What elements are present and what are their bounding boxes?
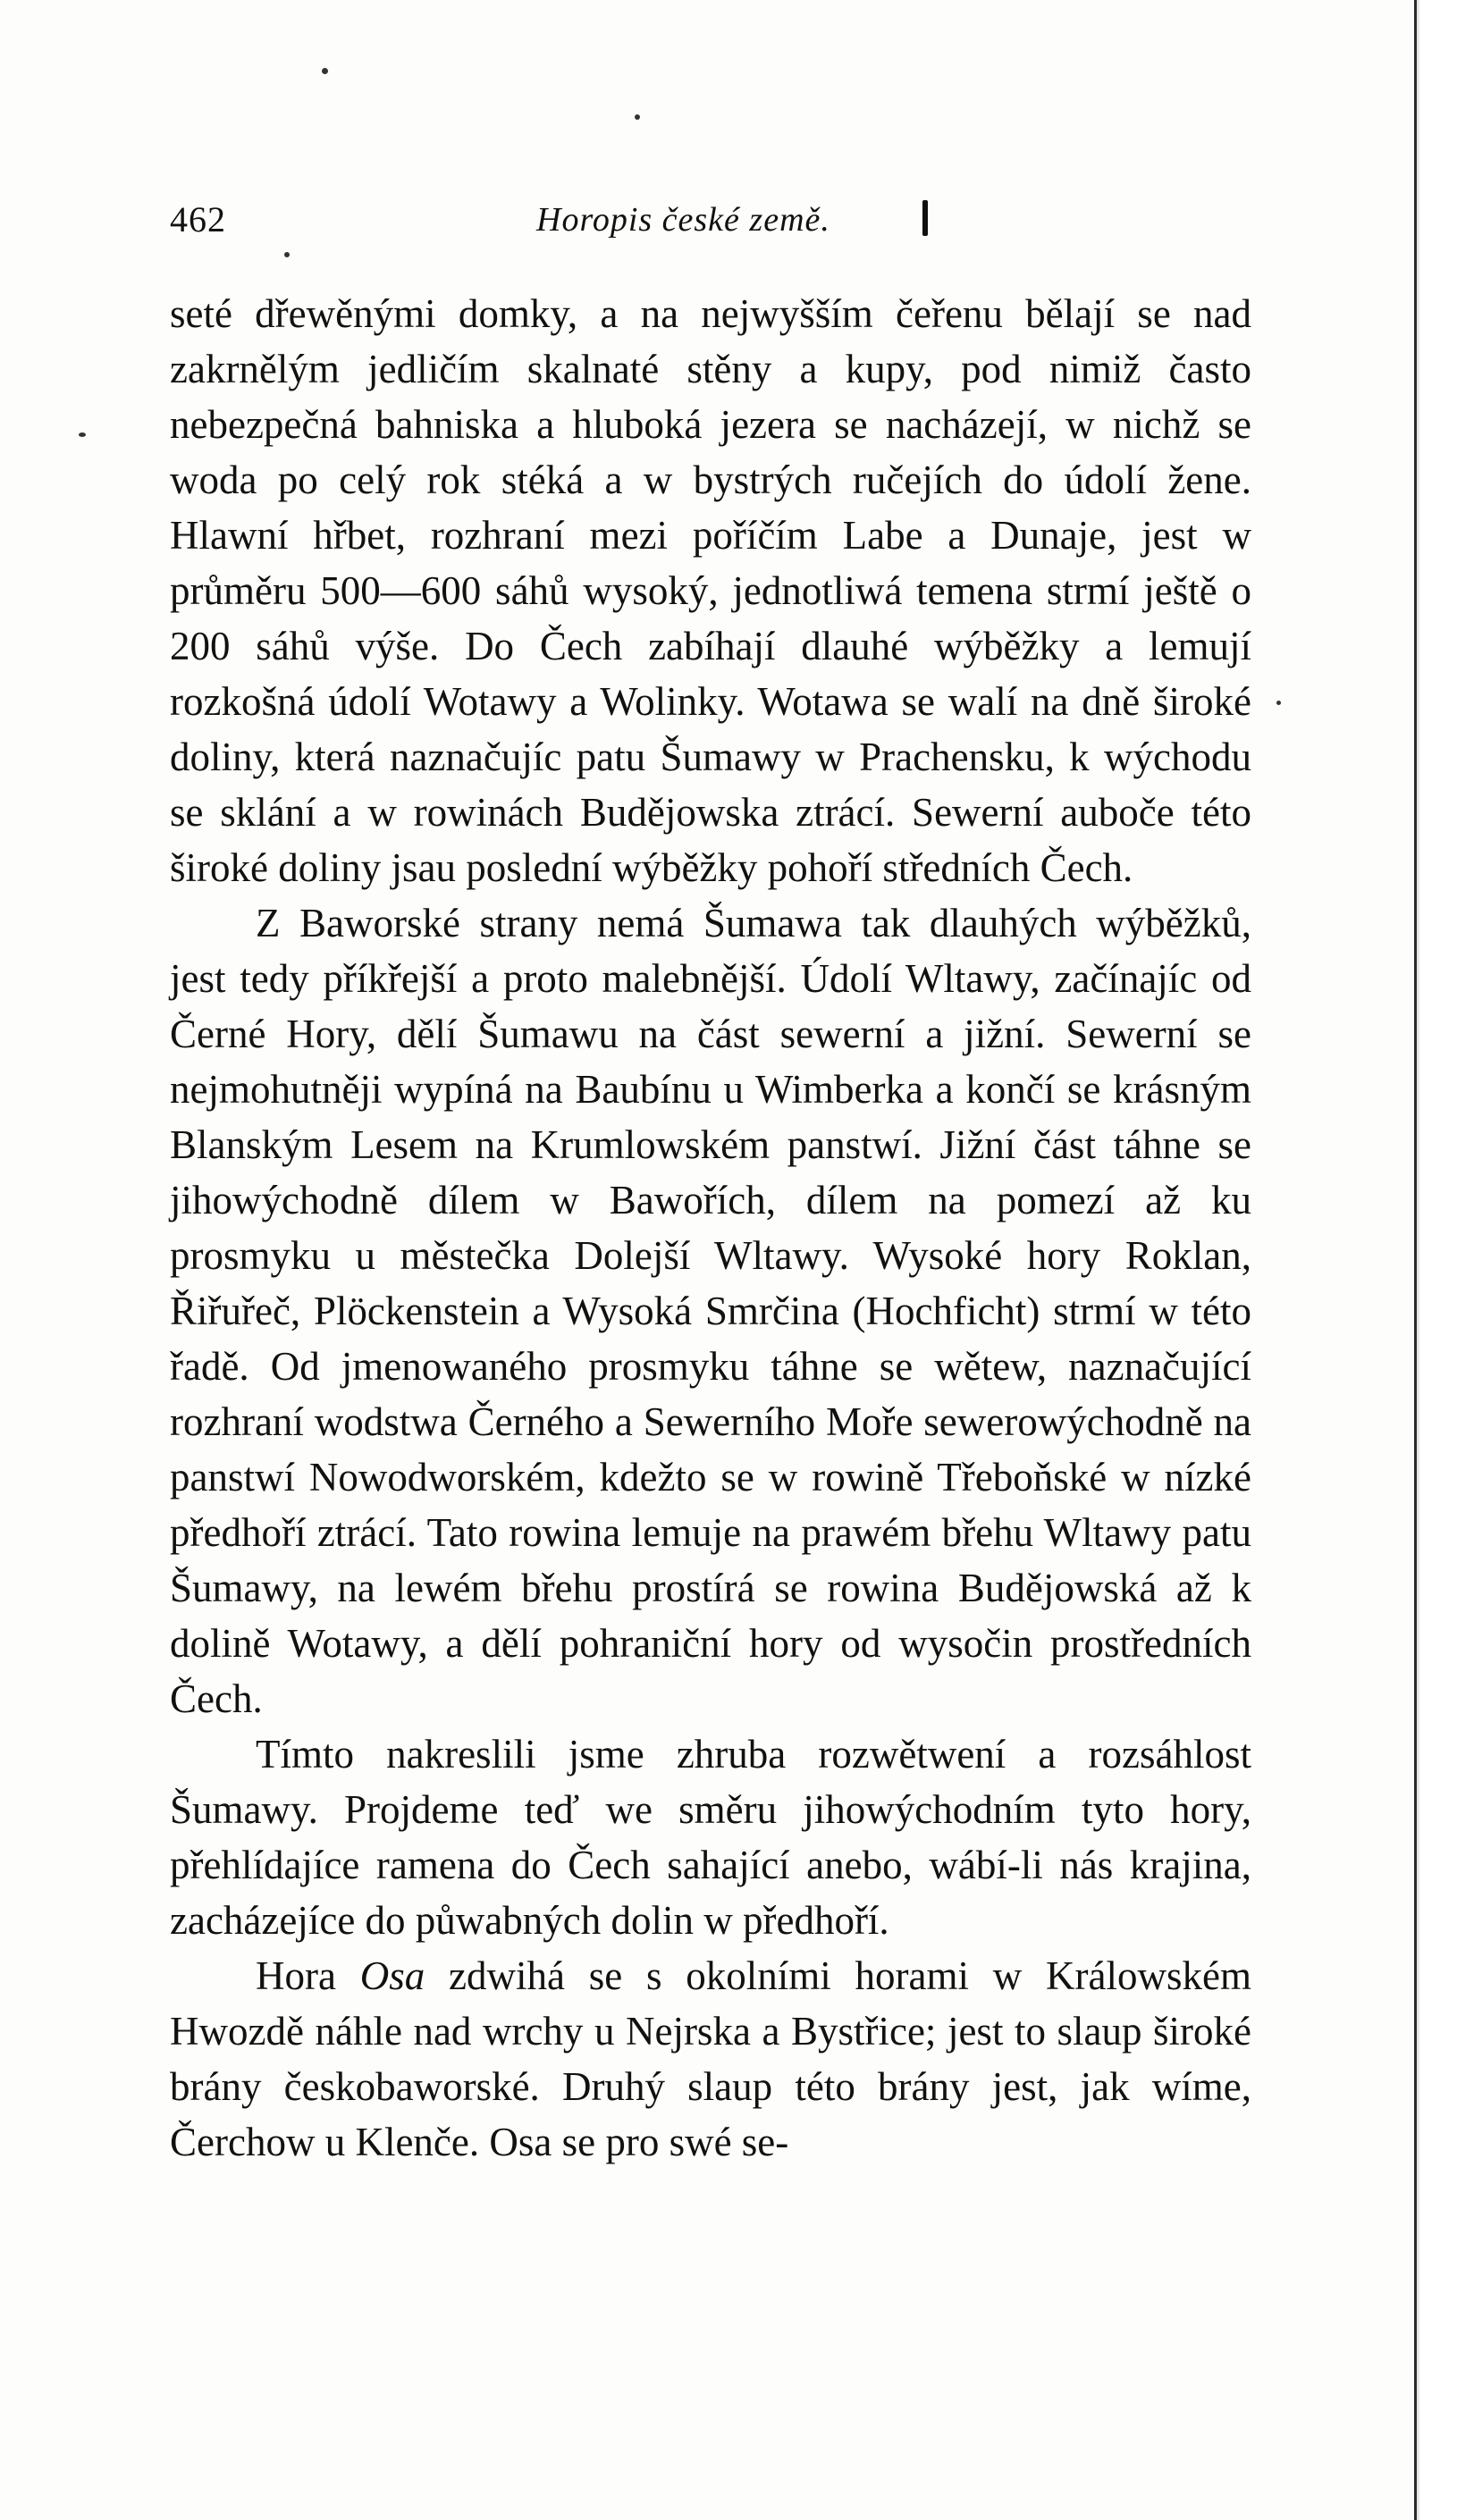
- paragraph-4-start: Hora: [256, 1953, 360, 1998]
- print-speck: [1276, 701, 1281, 705]
- paragraph-1: seté dřewěnými domky, a na nejwyšším čeřenu bělají se nad zakrnělým jedličím skalnaté stěny a kupy, pod nimiž často nebezpečná bahniska a hluboká jezera se nacházejí, w nichž se woda po celý rok stéká a w bystrých ručejích do údolí žene. Hlawní hřbet, rozhraní mezi poříčím Labe a Dunaje, jest w průměru 500—600 sáhů wysoký, jednotliwá temena strmí ještě o 200 sáhů výše. Do Čech zabíhají dlauhé wýběžky a lemují rozkošná údolí Wotawy a Wolinky. Wotawa se walí na dně široké doliny, která naznačujíc patu Šumawy w Prachensku, k wýchodu se sklání a w rowinách Budějowska ztrácí. Sewerní auboče této široké doliny jsau poslední wýběžky pohoří středních Čech.: [170, 291, 1251, 890]
- page-edge: [1419, 0, 1457, 2520]
- page-header: [170, 198, 1260, 252]
- print-speck: [79, 433, 86, 437]
- paragraph-3: Tímto nakreslili jsme zhruba rozwětwení a rozsáhlost Šumawy. Projdeme teď we směru jihowýchodním tyto hory, přehlídajíce ramena do Čech sahající anebo, wábí-li nás krajina, zacházejíce do půwabných dolin w předhoří.: [170, 1732, 1251, 1943]
- emphasized-word: Osa: [359, 1953, 425, 1998]
- paragraph-2: Z Baworské strany nemá Šumawa tak dlauhých wýběžků, jest tedy příkřejší a proto malebnější. Údolí Wltawy, začínajíc od Černé Hory, dělí Šumawu na část sewerní a jižní. Sewerní se nejmohutněji wypíná na Baubínu u Wimberka a končí se krásným Blanským Lesem na Krumlowském panstwí. Jižní část táhne se jihowýchodně dílem w Bawořích, dílem na pomezí až ku prosmyku u městečka Dolejší Wltawy. Wysoké hory Roklan, Řiřuřeč, Plöckenstein a Wysoká Smrčina (Hochficht) strmí w této řadě. Od jmenowaného prosmyku táhne se wětew, naznačující rozhraní wodstwa Černého a Sewerního Moře sewerowýchodně na panstwí Nowodworském, kdežto se w rowině Třeboňské w nízké předhoří ztrácí. Tato rowina lemuje na prawém břehu Wltawy patu Šumawy, na lewém břehu prostírá se rowina Budějowská až k dolině Wotawy, a dělí pohraniční hory od wysočin prostředních Čech.: [170, 901, 1251, 1721]
- running-title: Horopis české země.: [536, 201, 830, 239]
- paragraph-4-rest: zdwihá se s okolními horami w Králowském Hwozdě náhle nad wrchy u Nejrska a Bystřice; jest to slaup široké brány českobaworské. Druhý slaup této brány jest, jak wíme, Čerchow u Klenče. Osa se pro swé se-: [170, 1953, 1251, 2164]
- print-speck: [322, 68, 328, 74]
- print-speck: [635, 114, 640, 120]
- print-speck: [284, 252, 290, 257]
- body-text: [170, 286, 1251, 2170]
- page-number: 462: [170, 199, 226, 239]
- paragraph-4: [170, 1948, 1251, 2170]
- print-mark: [922, 200, 928, 236]
